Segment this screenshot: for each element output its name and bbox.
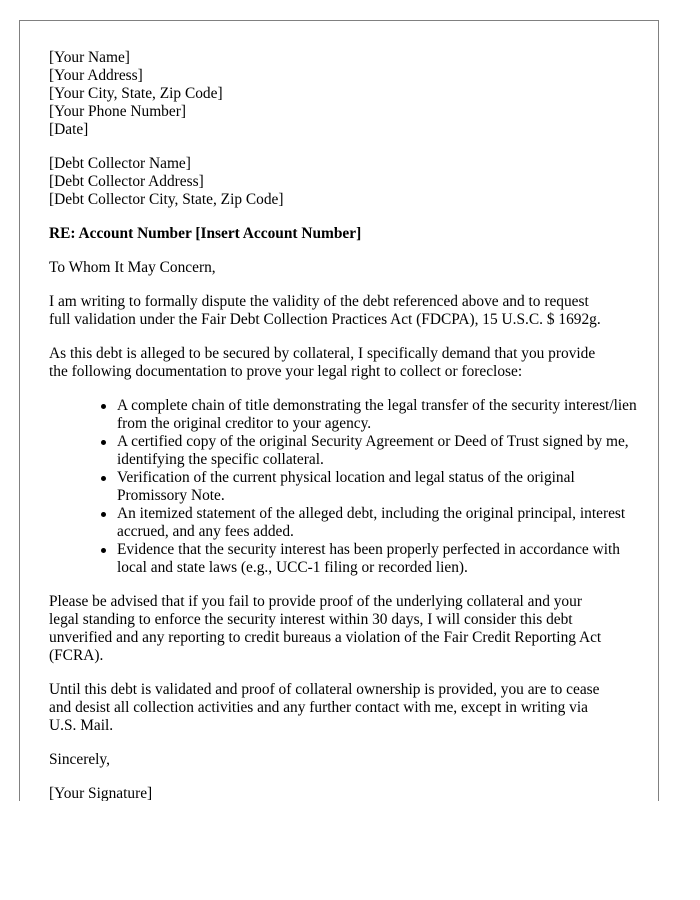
list-item — [117, 397, 639, 433]
signature: [Your Signature] — [49, 785, 153, 801]
sender-city-state-zip: [Your City, State, Zip Code] — [49, 85, 223, 102]
intro-line: I am writing to formally dispute the validity of the debt referenced above and to request — [49, 293, 589, 310]
recipient-block — [49, 155, 639, 209]
cease-line: Until this debt is validated and proof of collateral ownership is provided, you are to cease — [49, 681, 600, 698]
list-item-line: from the original creditor to your agency. — [117, 415, 372, 432]
warning-paragraph — [49, 593, 639, 665]
requirements-list — [49, 397, 639, 577]
recipient-address: [Debt Collector Address] — [49, 173, 204, 190]
recipient-name: [Debt Collector Name] — [49, 155, 191, 172]
bullet-icon — [101, 440, 106, 445]
list-item-line: A complete chain of title demonstrating the legal transfer of the security interest/lien — [117, 397, 637, 414]
warning-line: Please be advised that if you fail to provide proof of the underlying collateral and your — [49, 593, 582, 610]
recipient-city-state-zip: [Debt Collector City, State, Zip Code] — [49, 191, 284, 208]
warning-line: unverified and any reporting to credit bureaus a violation of the Fair Credit Reporting Act — [49, 629, 602, 646]
list-item — [117, 505, 639, 541]
list-item-line: Evidence that the security interest has been properly perfected in accordance with — [117, 541, 620, 558]
sender-name: [Your Name] — [49, 49, 130, 66]
list-item-line: Verification of the current physical location and legal status of the original — [117, 469, 575, 486]
salutation: To Whom It May Concern, — [49, 259, 216, 276]
bullet-icon — [101, 512, 106, 517]
re-line: RE: Account Number [Insert Account Number] — [49, 225, 362, 242]
collateral-demand-line: As this debt is alleged to be secured by collateral, I specifically demand that you provide — [49, 345, 596, 362]
list-item-line: local and state laws (e.g., UCC-1 filing or recorded lien). — [117, 559, 468, 576]
list-item — [117, 541, 639, 577]
intro-line: full validation under the Fair Debt Collection Practices Act (FDCPA), 15 U.S.C. $ 1692g. — [49, 311, 601, 328]
bullet-icon — [101, 476, 106, 481]
collateral-demand-line: the following documentation to prove your legal right to collect or foreclose: — [49, 363, 523, 380]
cease-paragraph — [49, 681, 639, 735]
list-item — [117, 469, 639, 505]
intro-paragraph — [49, 293, 639, 329]
list-item-line: identifying the specific collateral. — [117, 451, 324, 468]
bullet-icon — [101, 548, 106, 553]
letter-date: [Date] — [49, 121, 89, 138]
collateral-demand-paragraph — [49, 345, 639, 381]
sender-phone: [Your Phone Number] — [49, 103, 186, 120]
bullet-icon — [101, 404, 106, 409]
sender-address: [Your Address] — [49, 67, 143, 84]
list-item — [117, 433, 639, 469]
letter-content — [49, 49, 639, 801]
letter-page — [19, 20, 659, 801]
warning-line: legal standing to enforce the security interest within 30 days, I will consider this debt — [49, 611, 573, 628]
list-item-line: A certified copy of the original Security Agreement or Deed of Trust signed by me, — [117, 433, 629, 450]
list-item-line: Promissory Note. — [117, 487, 225, 504]
closing: Sincerely, — [49, 751, 110, 768]
list-item-line: accrued, and any fees added. — [117, 523, 294, 540]
cease-line: U.S. Mail. — [49, 717, 114, 734]
list-item-line: An itemized statement of the alleged debt, including the original principal, interest — [117, 505, 626, 522]
cease-line: and desist all collection activities and any further contact with me, except in writing via — [49, 699, 588, 716]
warning-line: (FCRA). — [49, 647, 104, 664]
sender-block — [49, 49, 639, 139]
